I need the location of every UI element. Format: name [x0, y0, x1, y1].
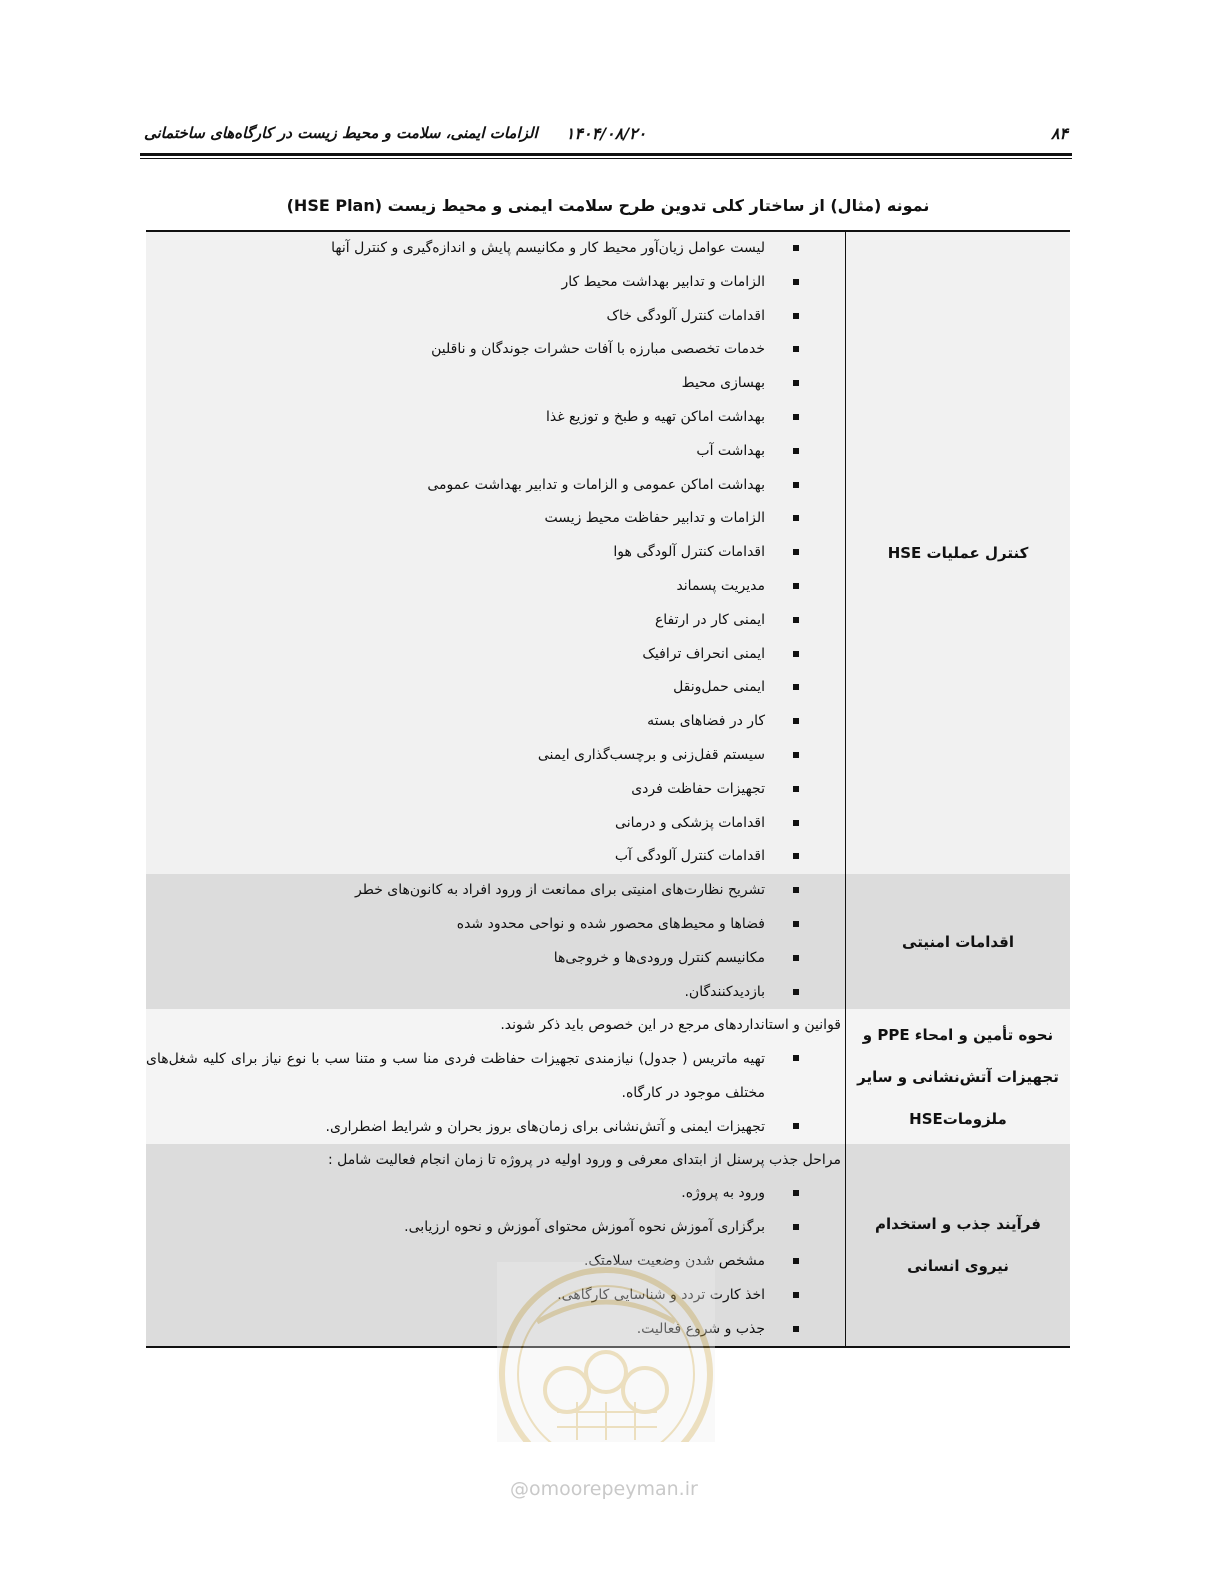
bullet-icon	[793, 1292, 799, 1298]
list-item-text: لیست عوامل زیان‌آور محیط کار و مکانیسم پایش و اندازه‌گیری و کنترل آنها	[331, 240, 765, 256]
bullet-icon	[793, 1326, 799, 1332]
list-item	[146, 367, 845, 401]
list-item	[146, 840, 845, 874]
list-item-text: کار در فضاهای بسته	[647, 713, 765, 730]
item-list	[146, 1042, 845, 1144]
bullet-icon	[793, 380, 799, 386]
list-item	[146, 502, 845, 536]
list-item-text: اقدامات کنترل آلودگی آب	[614, 848, 765, 865]
list-item	[146, 570, 845, 604]
row-label: نحوه تأمین و امحاء PPE و تجهیزات آتش‌نشانی و سایر ملزوماتHSE	[846, 1009, 1071, 1144]
bullet-icon	[793, 921, 799, 927]
list-item-text: خدمات تخصصی مبارزه با آفات حشرات جوندگان و ناقلین	[431, 341, 765, 358]
bullet-icon	[793, 1224, 799, 1230]
item-list	[146, 232, 845, 874]
row-intro: مراحل جذب پرسنل از ابتدای معرفی و ورود اولیه در پروژه تا زمان انجام فعالیت شامل :	[327, 1152, 841, 1169]
list-item	[146, 1110, 845, 1144]
list-item-text: تجهیزات حفاظت فردی	[631, 780, 765, 797]
list-item-text: بهداشت اماکن تهیه و طبخ و توزیع غذا	[546, 408, 765, 425]
list-item	[146, 705, 845, 739]
list-item	[146, 671, 845, 705]
list-item	[146, 469, 845, 503]
list-item-text: اقدامات کنترل آلودگی خاک	[606, 307, 765, 324]
bullet-icon	[793, 583, 799, 589]
list-item-text: اقدامات کنترل آلودگی هوا	[613, 544, 765, 561]
row-intro: قوانین و استانداردهای مرجع در این خصوص باید ذکر شوند.	[500, 1017, 841, 1034]
bullet-icon	[793, 955, 799, 961]
list-item	[146, 874, 845, 908]
table-row	[146, 1144, 1070, 1347]
row-content	[146, 874, 846, 1009]
bullet-icon	[793, 482, 799, 488]
list-item	[146, 1279, 845, 1313]
list-item-text: تشریح نظارت‌های امنیتی برای ممانعت از ورود افراد به کانون‌های خطر	[354, 882, 765, 899]
bullet-icon	[793, 853, 799, 859]
header-rule	[140, 153, 1072, 156]
hse-plan-table	[146, 230, 1070, 1348]
table-row	[146, 874, 1070, 1009]
list-item-text: ایمنی انحراف ترافیک	[642, 645, 765, 662]
list-item	[146, 638, 845, 672]
list-item	[146, 435, 845, 469]
at-icon: @	[510, 1478, 529, 1500]
list-item-text: اخذ کارت تردد و شناسایی کارگاهی.	[557, 1286, 765, 1303]
list-item	[146, 1042, 845, 1110]
bullet-icon	[793, 515, 799, 521]
list-item-text: تجهیزات ایمنی و آتش‌نشانی برای زمان‌های بروز بحران و شرایط اضطراری.	[325, 1119, 765, 1136]
list-item-text: الزامات و تدابیر بهداشت محیط کار	[561, 273, 765, 290]
table-row	[146, 231, 1070, 874]
list-item	[146, 266, 845, 300]
list-item-text: مشخص شدن وضعیت سلامتک.	[583, 1252, 765, 1269]
list-item-text: ایمنی حمل‌ونقل	[673, 679, 765, 696]
list-item	[146, 333, 845, 367]
list-item	[146, 1313, 845, 1347]
bullet-icon	[793, 718, 799, 724]
bullet-icon	[793, 1055, 799, 1061]
list-item	[146, 1245, 845, 1279]
bullet-icon	[793, 651, 799, 657]
list-item	[146, 942, 845, 976]
row-label: فرآیند جذب و استخدام نیروی انسانی	[846, 1144, 1071, 1347]
list-item	[146, 401, 845, 435]
list-item-text: بهداشت اماکن عمومی و الزامات و تدابیر بهداشت عمومی	[427, 476, 765, 493]
bullet-icon	[793, 617, 799, 623]
list-item	[146, 807, 845, 841]
row-content	[146, 231, 846, 874]
list-item-text: الزامات و تدابیر حفاظت محیط زیست	[544, 510, 765, 527]
bullet-icon	[793, 346, 799, 352]
item-list	[146, 1177, 845, 1346]
list-item-text: ورود به پروژه.	[681, 1185, 765, 1202]
list-item	[146, 300, 845, 334]
list-item-text: جذب و شروع فعالیت.	[636, 1320, 765, 1337]
bullet-icon	[793, 448, 799, 454]
bullet-icon	[793, 684, 799, 690]
bullet-icon	[793, 752, 799, 758]
bullet-icon	[793, 989, 799, 995]
row-content	[146, 1144, 846, 1347]
list-item-text: بازدیدکنندگان.	[684, 983, 765, 1000]
list-item	[146, 1211, 845, 1245]
list-item	[146, 536, 845, 570]
table-row	[146, 1009, 1070, 1144]
bullet-icon	[793, 279, 799, 285]
row-label: کنترل عملیات HSE	[846, 231, 1071, 874]
header-title: الزامات ایمنی، سلامت و محیط زیست در کارگاه‌های ساختمانی	[144, 124, 538, 142]
list-item	[146, 976, 845, 1010]
table-title: نمونه (مثال) از ساختار کلی تدوین طرح سلامت ایمنی و محیط زیست (HSE Plan)	[286, 196, 930, 215]
header-rule-thin	[140, 158, 1072, 159]
row-content	[146, 1009, 846, 1144]
watermark-url: @omoorepeyman.ir	[510, 1478, 698, 1500]
page-header	[140, 118, 1072, 152]
list-item	[146, 739, 845, 773]
list-item-text: اقدامات پزشکی و درمانی	[615, 814, 765, 831]
list-item	[146, 908, 845, 942]
bullet-icon	[793, 1190, 799, 1196]
list-item	[146, 232, 845, 266]
bullet-icon	[793, 245, 799, 251]
row-label: اقدامات امنیتی	[846, 874, 1071, 1009]
bullet-icon	[793, 1258, 799, 1264]
list-item-text: ایمنی کار در ارتفاع	[654, 611, 765, 628]
bullet-icon	[793, 414, 799, 420]
bullet-icon	[793, 820, 799, 826]
bullet-icon	[793, 549, 799, 555]
list-item-text: برگزاری آموزش نحوه آموزش محتوای آموزش و نحوه ارزیابی.	[404, 1219, 765, 1236]
list-item-text: بهسازی محیط	[681, 375, 765, 392]
list-item-text: سیستم قفل‌زنی و برچسب‌گذاری ایمنی	[537, 746, 765, 763]
list-item	[146, 604, 845, 638]
list-item	[146, 773, 845, 807]
bullet-icon	[793, 887, 799, 893]
list-item-text: تهیه ماتریس ( جدول) نیازمندی تجهیزات حفاظت فردی منا سب و متنا سب با نوع نیاز برای کلیه شغل‌های مختلف موجود در کارگاه.	[146, 1051, 765, 1102]
list-item-text: مدیریت پسماند	[676, 577, 765, 594]
list-item-text: فضاها و محیط‌های محصور شده و نواحی محدود شده	[456, 915, 765, 932]
list-item	[146, 1177, 845, 1211]
item-list	[146, 874, 845, 1009]
header-date: ۱۴۰۴/۰۸/۲۰	[565, 124, 647, 143]
page-number: ۸۴	[1050, 124, 1068, 143]
bullet-icon	[793, 786, 799, 792]
list-item-text: مکانیسم کنترل ورودی‌ها و خروجی‌ها	[553, 949, 765, 966]
bullet-icon	[793, 1123, 799, 1129]
bullet-icon	[793, 313, 799, 319]
list-item-text: بهداشت آب	[696, 442, 765, 459]
